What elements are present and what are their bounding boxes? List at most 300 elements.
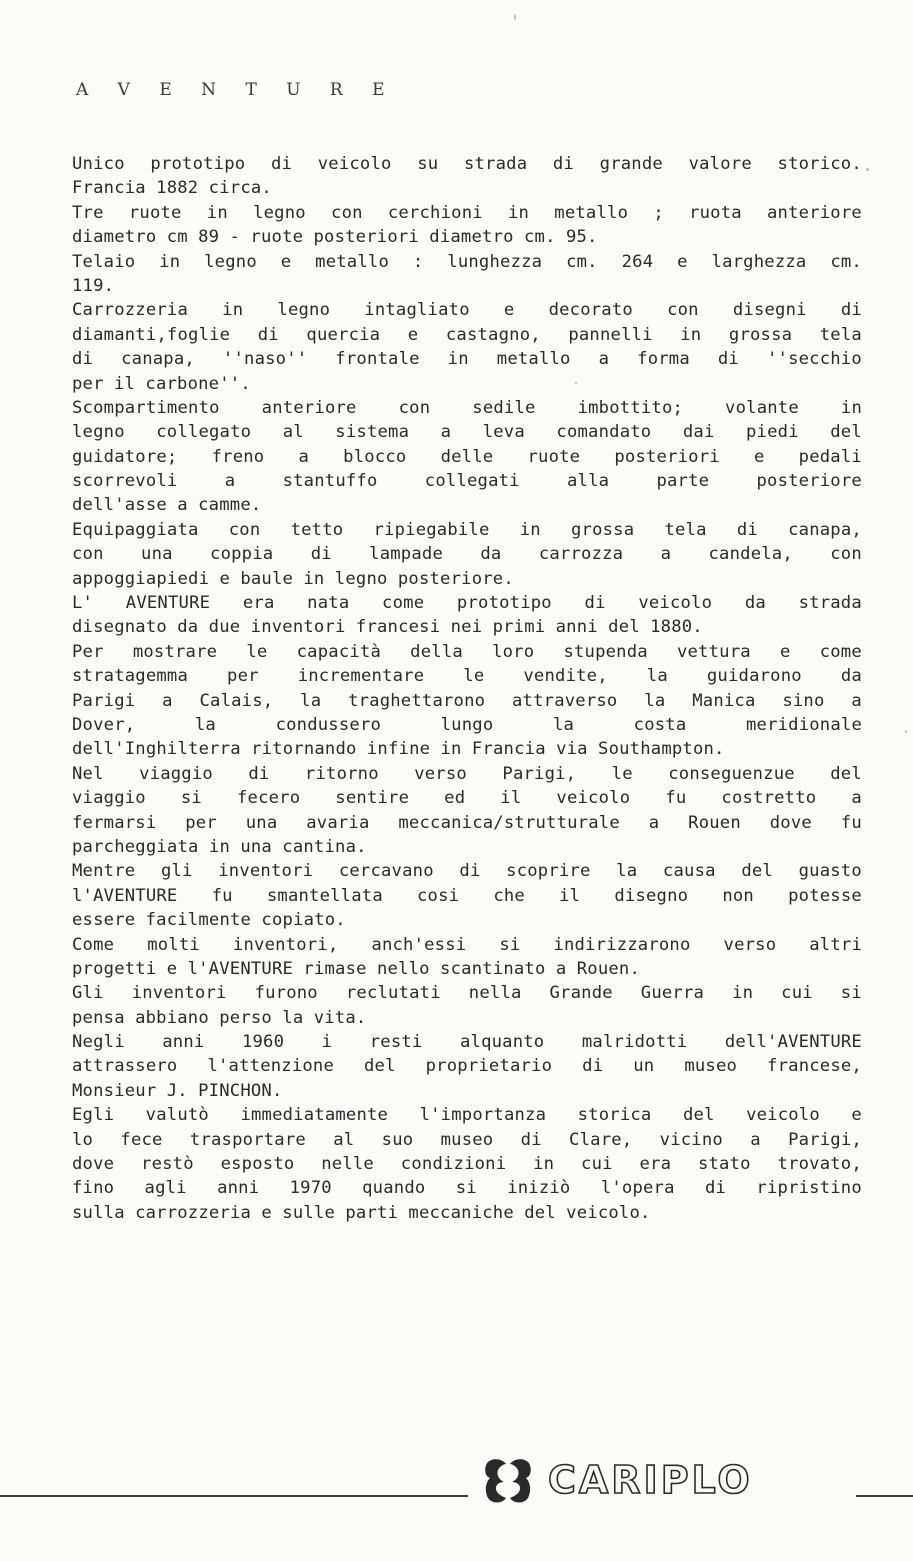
word: 1882	[156, 178, 199, 199]
word: metallo	[496, 349, 571, 370]
word: e	[851, 1105, 862, 1126]
word: L'	[72, 593, 94, 614]
word: di	[459, 861, 481, 882]
word: Unico	[72, 154, 125, 174]
word: meccaniche	[408, 1202, 514, 1223]
word: come	[819, 641, 862, 662]
word: stupenda	[563, 641, 648, 662]
word: metallo	[554, 202, 629, 223]
word: incrementare	[297, 666, 425, 687]
word: per	[185, 812, 217, 833]
word: restò	[141, 1154, 194, 1175]
word: vendite,	[523, 666, 608, 687]
word: su	[417, 154, 439, 174]
word: molti	[147, 934, 200, 955]
word: la	[644, 690, 666, 711]
word: dove	[72, 1154, 115, 1175]
word: Gli	[72, 983, 104, 1004]
word: di	[584, 593, 606, 614]
word: cantina.	[282, 836, 367, 857]
text-line	[72, 1079, 862, 1103]
word: veicolo.	[566, 1202, 651, 1223]
cariplo-emblem-icon	[482, 1456, 534, 1506]
word: baule	[240, 568, 294, 589]
word: in	[840, 397, 862, 418]
word: con	[72, 544, 104, 565]
word: da	[177, 617, 199, 638]
word: valutò	[145, 1105, 209, 1126]
word: in	[303, 568, 325, 589]
word: tela	[664, 519, 707, 540]
word: viaggio	[72, 788, 146, 809]
text-line	[72, 713, 862, 737]
word: e	[407, 324, 419, 345]
word: Rouen	[688, 812, 741, 833]
word: anteriore	[261, 397, 357, 418]
word: era	[242, 593, 275, 614]
word: la	[552, 714, 575, 735]
word: per	[72, 373, 104, 394]
word: nelle	[321, 1154, 374, 1175]
word: in	[222, 300, 244, 321]
word: una	[245, 812, 278, 833]
word: furono	[254, 983, 318, 1004]
word: dove	[769, 812, 812, 833]
word: gli	[160, 861, 193, 882]
word: 119.	[72, 275, 115, 296]
word: fu	[665, 788, 687, 809]
word: Tre	[72, 202, 104, 223]
word: sedile	[472, 397, 536, 418]
text-line	[72, 1128, 862, 1152]
cariplo-logo-text: CARIPLO	[548, 1458, 753, 1502]
word: candela,	[708, 544, 793, 565]
word: a	[851, 690, 862, 711]
word: francesi	[355, 617, 441, 638]
word: del	[830, 422, 862, 443]
word: grossa	[570, 519, 635, 540]
word: disegni	[732, 300, 807, 321]
word: di	[72, 349, 94, 370]
word: sulla	[72, 1202, 125, 1223]
word: legno	[334, 568, 388, 589]
text-line	[72, 250, 862, 274]
word: ruota	[689, 202, 742, 223]
word: viaggio	[139, 763, 213, 784]
word: fu	[211, 885, 233, 906]
word: del	[682, 1105, 715, 1126]
word: camme.	[198, 495, 262, 516]
word: guidarono	[706, 666, 802, 687]
word: valore	[688, 154, 752, 174]
word: a	[177, 495, 188, 516]
word: sentire	[335, 788, 410, 809]
word: anch'essi	[371, 934, 467, 955]
word: Per	[72, 641, 104, 662]
word: alla	[566, 471, 610, 492]
text-line	[72, 298, 862, 322]
word: tetto	[290, 519, 344, 540]
text-line	[72, 518, 862, 542]
word: a	[648, 812, 660, 833]
word: cm.	[523, 227, 556, 248]
word: in	[507, 202, 530, 223]
word: di	[582, 1056, 604, 1077]
word: la	[646, 666, 668, 687]
word: larghezza	[711, 251, 807, 272]
text-line	[72, 225, 862, 249]
word: fecero	[236, 788, 301, 809]
word: fino	[72, 1178, 115, 1199]
word: l'attenzione	[207, 1056, 335, 1077]
word: canapa,	[788, 519, 862, 540]
word: con	[398, 397, 431, 418]
text-line	[72, 1103, 862, 1127]
word: parte	[656, 471, 710, 492]
word: metallo	[315, 251, 389, 272]
word: pannelli	[568, 324, 653, 345]
word: meridionale	[745, 714, 862, 735]
word: storico.	[777, 154, 862, 174]
word: al	[282, 422, 304, 443]
text-line	[72, 786, 862, 810]
word: Francia	[72, 178, 146, 199]
word: altri	[809, 934, 862, 955]
word: coppia	[210, 544, 274, 565]
word: anni	[217, 1178, 260, 1199]
word: lo	[72, 1129, 94, 1150]
word: loro	[492, 641, 535, 662]
text-line	[72, 493, 862, 517]
word: pensa	[72, 1007, 125, 1028]
word: -	[229, 227, 241, 248]
word: collegati	[424, 471, 520, 492]
text-line	[72, 737, 862, 761]
word: con	[830, 544, 862, 565]
word: 1970	[289, 1178, 332, 1199]
word: traghettarono	[348, 690, 486, 711]
word: di	[552, 154, 574, 174]
word: e	[219, 568, 230, 589]
word: del	[741, 861, 773, 882]
word: per	[227, 666, 259, 687]
paper-speck	[866, 168, 869, 171]
word: veicolo	[556, 788, 631, 809]
word: Parigi,	[788, 1129, 862, 1150]
word: indirizzarono	[553, 934, 691, 955]
word: quando	[362, 1178, 426, 1199]
word: inventori	[250, 617, 346, 638]
word: leva	[482, 422, 525, 443]
word: attraverso	[512, 690, 618, 711]
word: forma	[637, 349, 690, 370]
word: 1960	[241, 1032, 285, 1053]
text-line	[72, 811, 862, 835]
text-line	[72, 957, 862, 981]
word: scantinato	[440, 958, 546, 979]
word: legno	[204, 251, 257, 272]
word: ruote	[250, 227, 304, 248]
text-line	[72, 591, 862, 615]
word: proprietario	[425, 1056, 553, 1077]
word: stratagemma	[72, 666, 189, 687]
word: di	[248, 763, 270, 784]
word: anteriore	[767, 202, 862, 223]
word: a	[750, 1129, 761, 1150]
word: malridotti	[581, 1032, 688, 1053]
word: alquanto	[459, 1032, 545, 1053]
word: diametro	[429, 227, 514, 248]
text-line	[72, 1054, 862, 1078]
word: ripiegabile	[373, 519, 490, 540]
word: inventori	[218, 861, 314, 882]
word: una	[141, 544, 173, 565]
word: si	[840, 983, 862, 1004]
word: delle	[440, 446, 494, 467]
word: a	[660, 544, 672, 565]
text-line	[72, 1176, 862, 1200]
word: Carrozzeria	[72, 300, 189, 321]
word: essere	[72, 910, 136, 931]
word: smantellata	[266, 885, 383, 906]
word: cosi	[417, 885, 460, 906]
word: carbone''.	[145, 373, 251, 394]
word: 264	[621, 251, 654, 272]
paper-speck	[575, 382, 577, 384]
word: dell'AVENTURE	[724, 1032, 862, 1053]
word: in	[732, 983, 754, 1004]
word: verso	[723, 934, 777, 955]
word: Scompartimento	[72, 397, 220, 418]
text-line	[72, 1006, 862, 1030]
word: con	[667, 300, 699, 321]
word: costa	[633, 714, 687, 735]
word: di	[257, 324, 279, 345]
word: di	[520, 1129, 542, 1150]
word: condizioni	[400, 1154, 507, 1175]
word: il	[113, 373, 136, 394]
text-line	[72, 176, 862, 200]
word: J.	[166, 1080, 188, 1101]
word: canapa,	[121, 349, 195, 370]
word: meccanica/strutturale	[398, 812, 620, 833]
word: tela	[819, 324, 862, 345]
word: Equipaggiata	[72, 519, 199, 540]
text-line	[72, 372, 862, 396]
word: Monsieur	[72, 1080, 157, 1101]
word: Manica	[692, 690, 756, 711]
word: Nel	[72, 763, 104, 784]
word: avaria	[306, 812, 370, 833]
word: Southampton.	[598, 739, 725, 760]
word: in	[680, 324, 702, 345]
text-line	[72, 640, 862, 664]
word: Parigi,	[502, 763, 577, 784]
word: la	[616, 861, 638, 882]
word: e	[677, 251, 688, 272]
word: dell'asse	[72, 495, 167, 516]
word: in	[208, 836, 230, 857]
word: da	[840, 666, 862, 687]
word: si	[455, 1178, 477, 1199]
word: cui	[581, 1154, 613, 1175]
word: di	[310, 544, 332, 565]
text-line	[72, 835, 862, 859]
word: primi	[492, 617, 546, 638]
word: posteriore	[756, 471, 862, 492]
text-line	[72, 933, 862, 957]
word: facilmente	[145, 910, 252, 931]
word: intagliato	[364, 300, 470, 321]
word: fermarsi	[72, 812, 157, 833]
word: collegato	[156, 422, 252, 443]
word: non	[722, 885, 754, 906]
word: inventori,	[232, 934, 339, 955]
text-line	[72, 884, 862, 908]
text-line	[72, 201, 862, 225]
word: e	[779, 641, 791, 662]
word: :	[412, 251, 424, 272]
text-line	[72, 567, 862, 591]
word: pedali	[798, 446, 862, 467]
word: anni	[162, 1032, 205, 1053]
word: e	[261, 1202, 272, 1223]
text-line	[72, 689, 862, 713]
word: posteriori	[313, 227, 419, 248]
word: cm.	[566, 251, 598, 272]
word: disegnato	[72, 617, 167, 638]
word: comandato	[556, 422, 652, 443]
word: posteriori	[614, 446, 720, 467]
word: lunghezza	[447, 251, 543, 272]
word: castagno,	[445, 324, 541, 345]
word: del	[364, 1056, 396, 1077]
text-line	[72, 1030, 862, 1054]
word: di	[840, 300, 862, 321]
footer-rule-left	[0, 1495, 468, 1497]
word: Negli	[72, 1032, 125, 1053]
word: e	[753, 446, 765, 467]
word: resti	[369, 1032, 423, 1053]
document-body	[72, 152, 862, 1225]
word: a	[851, 788, 862, 809]
word: imbottito;	[577, 397, 684, 418]
word: a	[162, 690, 173, 711]
word: la	[194, 714, 216, 735]
text-line	[72, 1201, 862, 1225]
word: con	[331, 202, 363, 223]
word: museo	[684, 1056, 738, 1077]
word: lampade	[369, 544, 443, 565]
word: sulle	[282, 1202, 336, 1223]
word: il	[500, 788, 522, 809]
text-line	[72, 396, 862, 420]
word: l'opera	[600, 1178, 675, 1199]
word: in	[440, 739, 462, 760]
word: ritorno	[304, 763, 379, 784]
word: scoprire	[506, 861, 591, 882]
word: i	[321, 1032, 333, 1053]
word: in	[159, 251, 181, 272]
text-line	[72, 908, 862, 932]
text-line	[72, 542, 862, 566]
word: vettura	[676, 641, 751, 662]
footer-rule-right	[856, 1495, 913, 1497]
word: sino	[782, 690, 825, 711]
word: diamanti,foglie	[72, 324, 231, 345]
word: AVENTURE	[125, 593, 211, 614]
word: come	[382, 593, 425, 614]
word: dell'Inghilterra	[72, 739, 241, 760]
word: le	[246, 641, 268, 662]
word: guasto	[798, 861, 862, 882]
word: copiato.	[261, 910, 346, 931]
word: trovato,	[777, 1154, 862, 1175]
word: del	[608, 617, 640, 638]
word: l'AVENTURE	[72, 885, 178, 906]
word: un	[633, 1056, 655, 1077]
word: Guerra	[640, 983, 705, 1004]
word: capacità	[296, 641, 382, 662]
word: vicino	[659, 1129, 723, 1150]
word: volante	[725, 397, 799, 418]
word: appoggiapiedi	[72, 568, 210, 589]
word: a	[298, 446, 310, 467]
word: strada	[463, 154, 528, 174]
word: ''naso''	[222, 349, 308, 370]
word: carrozza	[538, 544, 624, 565]
text-line	[72, 445, 862, 469]
word: storica	[577, 1105, 652, 1126]
word: a	[555, 958, 567, 979]
word: Francia	[471, 739, 546, 760]
word: cercavano	[338, 861, 434, 882]
word: cm	[166, 227, 188, 248]
text-line	[72, 323, 862, 347]
word: attrassero	[72, 1056, 178, 1077]
word: progetti	[72, 958, 157, 979]
word: quercia	[306, 324, 381, 345]
word: che	[493, 885, 525, 906]
word: esposto	[220, 1154, 295, 1175]
word: ritornando	[251, 739, 357, 760]
word: disegno	[614, 885, 689, 906]
word: lungo	[440, 714, 494, 735]
word: fece	[120, 1129, 163, 1150]
word: la	[282, 1007, 304, 1028]
word: fu	[840, 812, 862, 833]
word: di	[704, 1178, 727, 1199]
word: decorato	[548, 300, 633, 321]
word: inventori	[131, 983, 227, 1004]
word: e	[166, 958, 178, 979]
text-line	[72, 859, 862, 883]
word: strada	[798, 593, 862, 614]
word: costretto	[721, 788, 817, 809]
word: iniziò	[507, 1178, 571, 1199]
word: agli	[144, 1178, 187, 1199]
word: rimase	[303, 958, 367, 979]
word: via	[556, 739, 588, 760]
word: reclutati	[345, 983, 441, 1004]
word: in	[447, 349, 469, 370]
word: la	[300, 690, 322, 711]
word: ed	[444, 788, 466, 809]
word: stantuffo	[282, 471, 378, 492]
word: cm.	[830, 251, 862, 272]
word: era	[639, 1154, 672, 1175]
word: il	[559, 885, 581, 906]
